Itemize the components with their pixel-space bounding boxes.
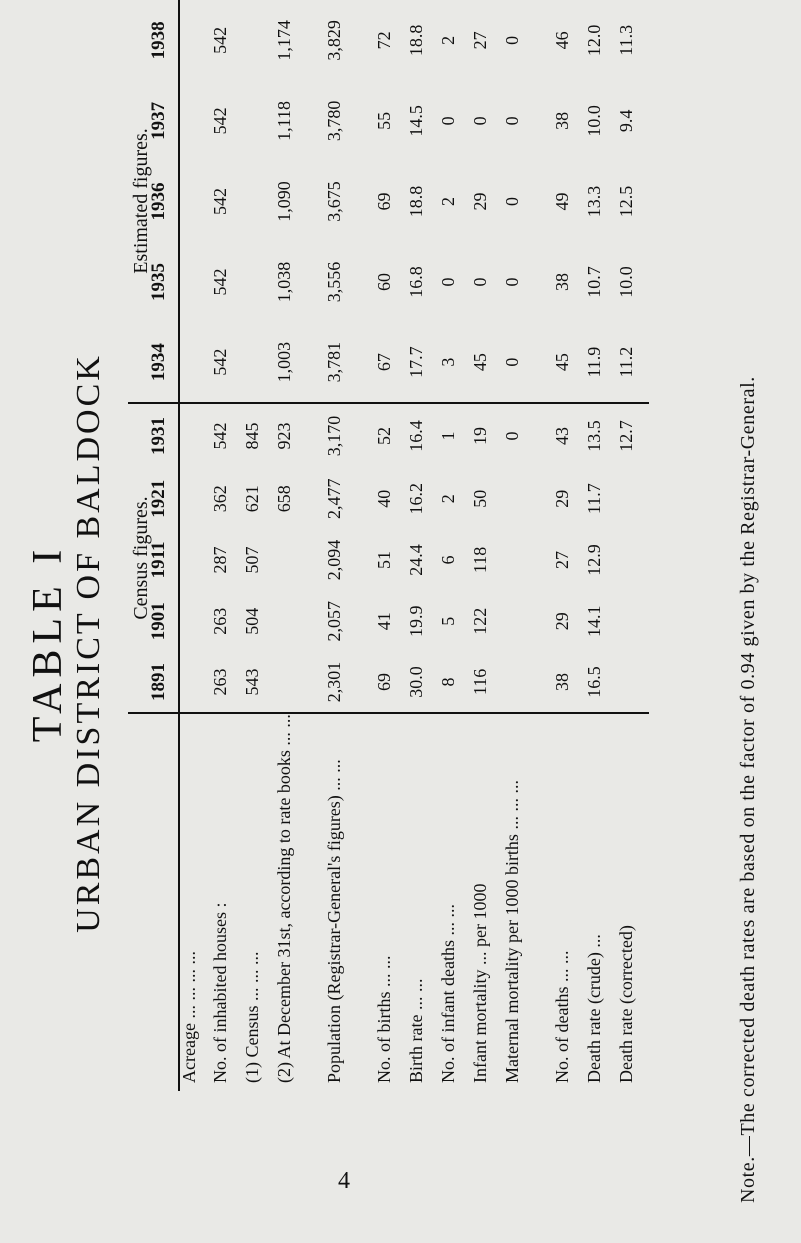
table-cell: 38: [552, 273, 572, 292]
table-cell: 12.9: [584, 544, 604, 576]
row-label: No. of inhabited houses :: [210, 902, 230, 1083]
table-cell: 542: [210, 422, 230, 450]
table-cell: 43: [552, 427, 572, 445]
table-cell: 27: [552, 550, 572, 569]
table-cell: 0: [502, 196, 522, 206]
table-cell: 50: [470, 489, 490, 508]
table-cell: 1,003: [275, 322, 325, 403]
table-cell: [179, 161, 211, 242]
row-label: No. of deaths ... ...: [552, 950, 572, 1083]
table-cell: 0: [502, 431, 522, 441]
year-header: 1891: [150, 652, 179, 713]
row-label: Death rate (crude) ...: [584, 934, 604, 1083]
table-cell: 118: [470, 546, 490, 574]
table-cell: [179, 0, 211, 81]
table-cell: 923: [274, 422, 294, 450]
table-cell: 507: [242, 546, 262, 574]
table-cell: 3,780: [324, 100, 344, 142]
table-cell: 29: [552, 489, 572, 508]
table-cell: 16.2: [406, 482, 426, 515]
table-cell: 0: [502, 116, 522, 126]
year-header: 1934: [150, 322, 179, 403]
table-cell: 845: [242, 422, 262, 450]
table-cell: 2: [438, 196, 458, 206]
page-number: 4: [338, 1168, 350, 1194]
year-header: 1911: [148, 541, 169, 579]
table-cell: 11.2: [617, 322, 649, 403]
table-cell: [243, 242, 275, 323]
table-row: [585, 0, 617, 1091]
table-cell: 542: [210, 268, 230, 296]
table-cell: 3,675: [324, 181, 344, 222]
header-blank-2: [150, 713, 179, 1091]
row-label: Infant mortality ... per 1000: [470, 883, 490, 1083]
table-cell: 12.7: [616, 420, 636, 452]
row-label: Death rate (corrected): [616, 925, 636, 1083]
table-cell: 10.7: [584, 266, 604, 298]
table-cell: 16.8: [406, 266, 426, 298]
table-cell: 13.3: [584, 185, 604, 218]
table-cell: 1,174: [274, 20, 294, 61]
table-cell: [617, 529, 649, 590]
row-label: Birth rate ... ...: [406, 978, 426, 1083]
table-row: [179, 0, 211, 1091]
table-row: [553, 0, 585, 1091]
table-cell: 542: [210, 26, 230, 54]
table-cell: 5: [438, 616, 458, 626]
table-cell: 10.0: [584, 105, 604, 137]
table-cell: 0: [502, 35, 522, 45]
table-cell: [179, 242, 211, 323]
table-cell: 1,038: [274, 261, 294, 303]
table-cell: [179, 403, 211, 468]
row-label: Maternal mortality per 1000 births ... ... ...: [502, 780, 522, 1083]
row-label: Population (Registrar-General's figures) ... ...: [324, 759, 344, 1083]
table-cell: 543: [243, 652, 275, 713]
table-cell: 52: [374, 427, 394, 445]
table-cell: 12.0: [584, 24, 604, 57]
table-cell: [617, 652, 649, 713]
table-cell: 122: [470, 607, 490, 635]
table-row: [439, 0, 471, 1091]
table-cell: 3,829: [324, 20, 344, 61]
table-cell: 18.8: [406, 185, 426, 218]
table-cell: 41: [374, 612, 394, 631]
table-cell: 10.0: [616, 266, 636, 298]
table-cell: 69: [375, 652, 407, 713]
table-cell: 0: [438, 116, 458, 126]
table-cell: 27: [470, 31, 490, 50]
table-cell: 45: [471, 322, 503, 403]
table-cell: 116: [471, 652, 503, 713]
table-cell: 1,090: [274, 181, 294, 222]
table-cell: [275, 652, 325, 713]
table-cell: 16.4: [406, 420, 426, 452]
estimated-group-label: Estimated figures.: [128, 0, 150, 403]
table-cell: 11.7: [584, 483, 604, 515]
table-cell: 38: [553, 652, 585, 713]
table-cell: [179, 529, 211, 590]
table-cell: 51: [374, 550, 394, 569]
table-cell: 49: [552, 192, 572, 211]
table-cell: 67: [375, 322, 407, 403]
table-cell: 263: [210, 607, 230, 635]
table-cell: [243, 81, 275, 162]
table-cell: [617, 468, 649, 529]
table-cell: [503, 529, 553, 590]
table-cell: 45: [553, 322, 585, 403]
table-cell: 9.4: [616, 109, 636, 133]
table-cell: 2,094: [324, 539, 344, 581]
table-cell: 40: [374, 489, 394, 508]
header-blank: [128, 713, 150, 1091]
table-body: [179, 0, 649, 1091]
table-cell: 60: [374, 273, 394, 292]
year-header-row: [150, 0, 179, 1091]
table-cell: 1,118: [274, 101, 294, 141]
table-cell: 3,781: [325, 322, 375, 403]
table-cell: [617, 591, 649, 652]
table-cell: [275, 529, 325, 590]
table-cell: [275, 591, 325, 652]
table-cell: [503, 468, 553, 529]
table-row: [503, 0, 553, 1091]
table-cell: 621: [242, 485, 262, 513]
census-group-label: Census figures.: [128, 403, 150, 713]
table-cell: 24.4: [406, 544, 426, 576]
table-cell: 0: [470, 277, 490, 287]
table-cell: 2: [438, 494, 458, 504]
table-cell: 0: [438, 277, 458, 287]
table-cell: 69: [374, 192, 394, 211]
year-header: 1936: [148, 182, 169, 221]
table-cell: 0: [470, 116, 490, 126]
table-cell: 3,170: [324, 415, 344, 457]
table-cell: 29: [552, 612, 572, 631]
table-cell: [503, 652, 553, 713]
table-cell: 12.5: [616, 185, 636, 218]
table-cell: 3: [439, 322, 471, 403]
row-label: Acreage ... ... ... ...: [179, 951, 199, 1083]
year-header: 1938: [148, 21, 169, 60]
table-cell: 19: [470, 427, 490, 445]
table-cell: 2,477: [324, 478, 344, 519]
table-cell: [503, 591, 553, 652]
table-cell: 11.3: [616, 24, 636, 56]
table-cell: [179, 591, 211, 652]
table-cell: 13.5: [584, 420, 604, 452]
year-header: 1901: [148, 602, 169, 641]
table-cell: 55: [374, 111, 394, 130]
table-cell: 19.9: [406, 605, 426, 637]
year-header: 1937: [148, 101, 169, 140]
table-row: [275, 0, 325, 1091]
table-cell: 1: [438, 431, 458, 441]
table-row: [211, 0, 243, 1091]
year-header: 1931: [148, 417, 169, 455]
table-cell: 29: [470, 192, 490, 211]
row-label: (2) At December 31st, according to rate books ... ...: [274, 714, 294, 1083]
row-label: (1) Census ... ... ...: [242, 951, 262, 1083]
table-cell: 14.1: [584, 605, 604, 637]
table-cell: [179, 81, 211, 162]
table-cell: 46: [552, 31, 572, 50]
table-row: [407, 0, 439, 1091]
table-cell: 17.7: [407, 322, 439, 403]
table-cell: 38: [552, 111, 572, 130]
table-row: [325, 0, 375, 1091]
table-row: [471, 0, 503, 1091]
table-cell: 542: [211, 322, 243, 403]
table-cell: 14.5: [406, 105, 426, 137]
table-cell: 0: [502, 277, 522, 287]
table-cell: 542: [210, 187, 230, 215]
year-header: 1935: [148, 263, 169, 302]
year-header: 1921: [148, 479, 169, 518]
table-cell: 2,057: [324, 600, 344, 642]
table-row: [375, 0, 407, 1091]
table-cell: 3,556: [324, 261, 344, 303]
row-label: No. of births ... ...: [374, 955, 394, 1083]
table-cell: 30.0: [407, 652, 439, 713]
table-cell: [243, 161, 275, 242]
table-cell: [243, 322, 275, 403]
table-cell: 11.9: [585, 322, 617, 403]
statistics-table: [128, 0, 649, 1091]
table-cell: 6: [438, 555, 458, 565]
table-cell: 8: [439, 652, 471, 713]
table-cell: [179, 652, 211, 713]
table-cell: 72: [374, 31, 394, 50]
table-row: [617, 0, 649, 1091]
table-cell: 2: [438, 35, 458, 45]
table-cell: 0: [503, 322, 553, 403]
table-cell: 263: [211, 652, 243, 713]
table-cell: 16.5: [585, 652, 617, 713]
table-cell: [179, 322, 211, 403]
table-cell: 287: [210, 546, 230, 574]
table-subtitle: URBAN DISTRICT OF BALDOCK: [70, 353, 107, 933]
table-cell: 658: [274, 485, 294, 513]
row-label: No. of infant deaths ... ...: [438, 904, 458, 1083]
table-cell: [179, 468, 211, 529]
table-cell: 18.8: [406, 24, 426, 57]
table-cell: 542: [210, 107, 230, 135]
table-cell: 2,301: [325, 652, 375, 713]
footnote: Note.—The corrected death rates are based on the factor of 0.94 given by the Registrar-General.: [737, 376, 759, 1203]
caption: [18, 73, 108, 1213]
table-cell: [243, 0, 275, 81]
table-cell: 362: [210, 485, 230, 513]
table-title: TABLE I: [25, 543, 71, 743]
table-row: [243, 0, 275, 1091]
table-cell: 504: [242, 607, 262, 635]
